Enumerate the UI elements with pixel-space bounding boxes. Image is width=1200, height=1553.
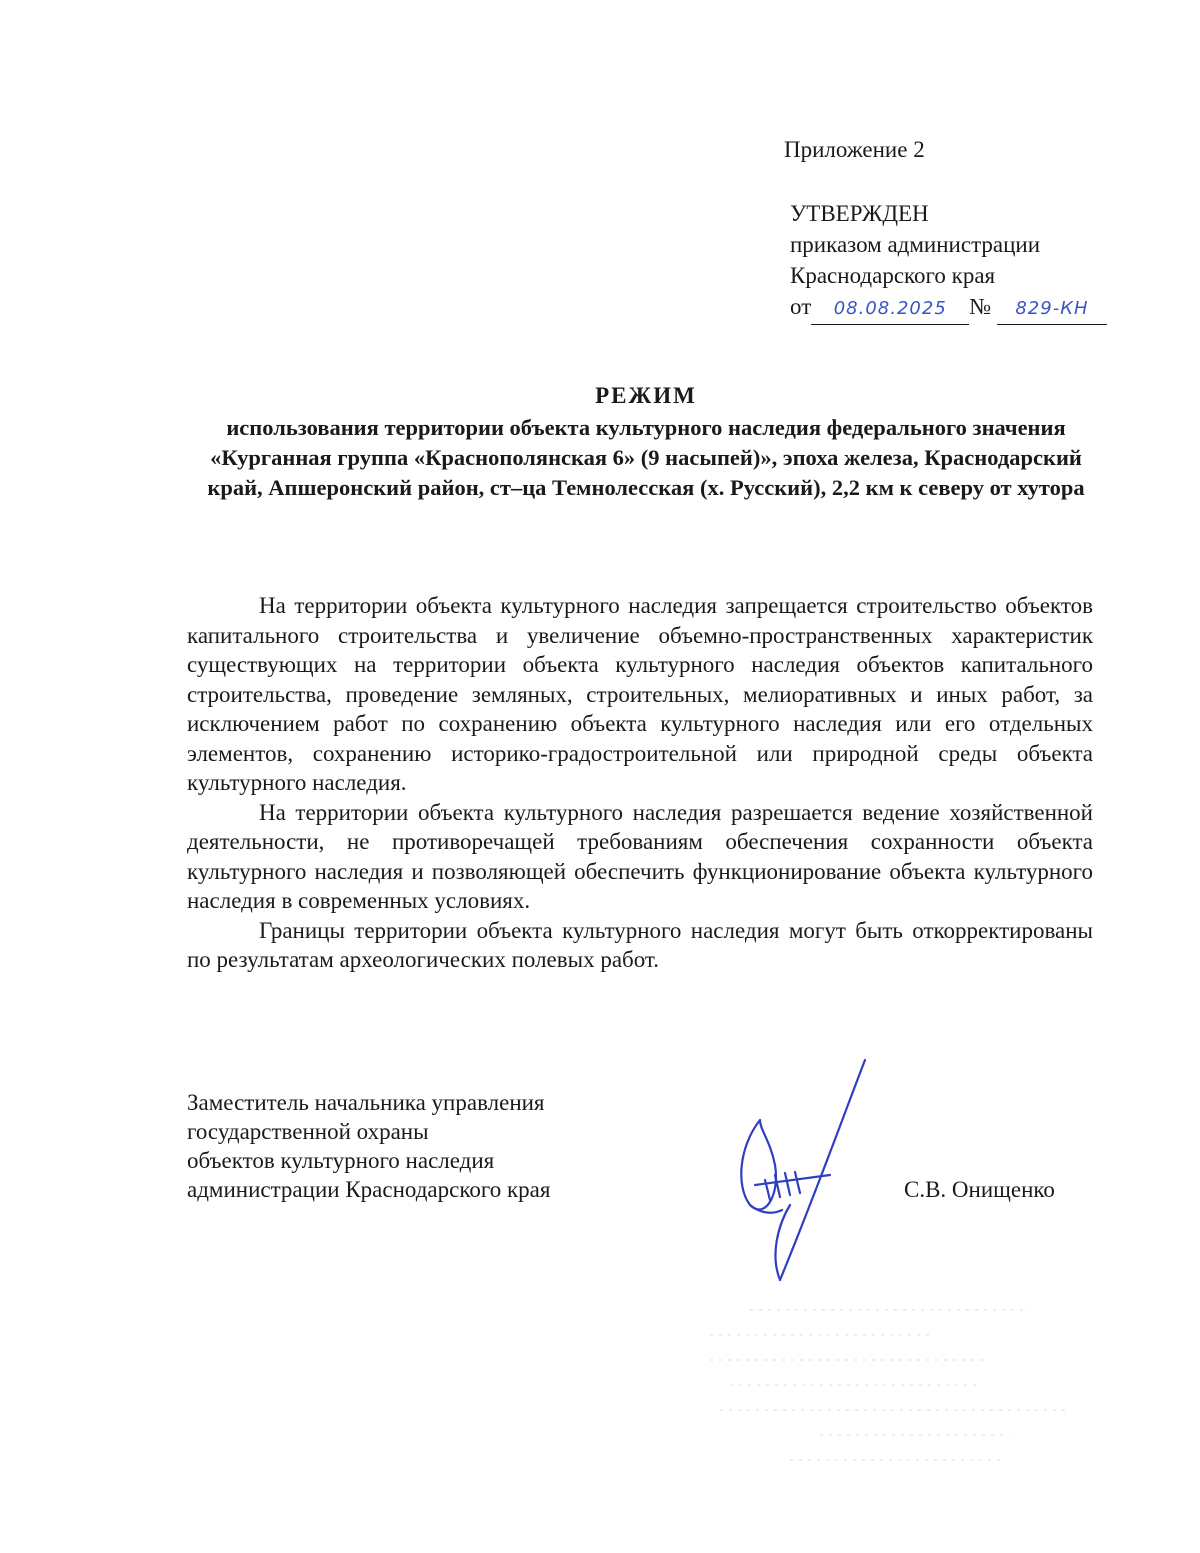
region-label: Краснодарского края <box>790 263 996 288</box>
document-title: РЕЖИМ <box>595 383 697 408</box>
appendix-label: Приложение 2 <box>784 137 925 162</box>
approved-label: УТВЕРЖДЕН <box>790 201 929 226</box>
paragraph-permissions: На территории объекта культурного наследия разрешается ведение хозяйственной деятельности, не противоречащей требованиям обеспечения сохранности объекта культурного наследия и позволяющей обеспечить функционирование объекта культурного наследия в современных условиях. <box>187 799 1093 913</box>
faint-stamp-imprint <box>690 1295 1090 1495</box>
signer-position <box>187 1088 550 1204</box>
handwritten-signature <box>720 1055 880 1295</box>
signer-position-line: государственной охраны <box>187 1119 429 1144</box>
signer-position-line: администрации Краснодарского края <box>187 1177 551 1202</box>
number-prefix: № <box>969 294 992 319</box>
paragraph-prohibitions: На территории объекта культурного наследия запрещается строительство объектов капитального строительства и увеличение объемно-пространственных характеристик существующих на территории объекта культурного наследия объектов капитального строительства, проведение земляных, строительных, мелиоративных и иных работ, за исключением работ по сохранению объекта культурного наследия или его отдельных элементов, сохранению историко-градостроительной или природной среды объекта культурного наследия. <box>187 593 1093 795</box>
order-date-number <box>790 291 1107 325</box>
order-date: 08.08.2025 <box>811 293 969 325</box>
approval-block <box>790 198 1107 325</box>
document-body <box>187 591 1093 975</box>
order-number: 829-КН <box>997 293 1107 325</box>
date-prefix: от <box>790 294 812 319</box>
document-subtitle: использования территории объекта культурного наследия федерального значения «Курганная группа «Краснополянская 6» (9 насыпей)», эпоха железа, Краснодарский край, Апшеронский район, ст–ца Темнолесская (х. Русский), 2,2 км к северу от хутора <box>207 415 1085 500</box>
signer-position-line: объектов культурного наследия <box>187 1148 495 1173</box>
signer-position-line: Заместитель начальника управления <box>187 1090 545 1115</box>
paragraph-boundaries: Границы территории объекта культурного наследия могут быть откорректированы по результатам археологических полевых работ. <box>187 917 1093 972</box>
by-order-label: приказом администрации <box>790 232 1041 257</box>
signer-name: С.В. Онищенко <box>904 1177 1055 1202</box>
